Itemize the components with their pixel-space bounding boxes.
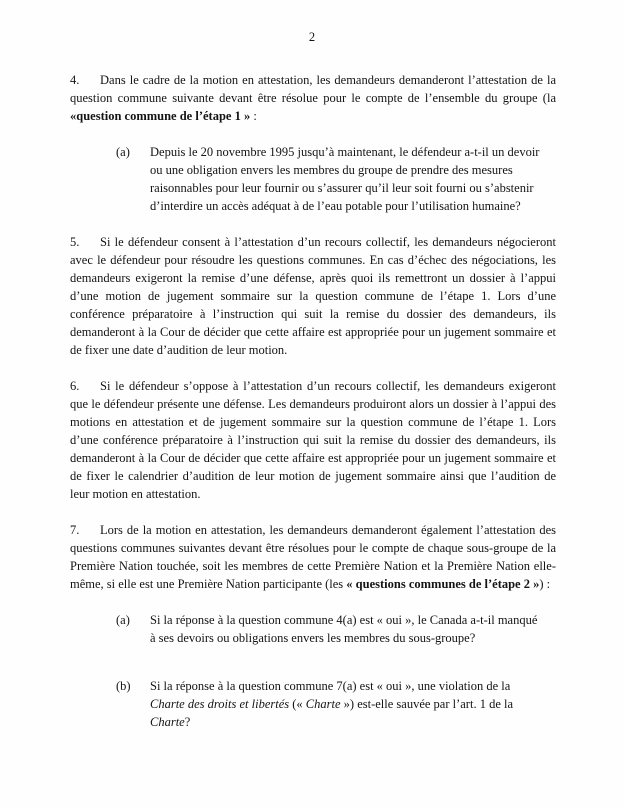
subitem-7b-text-4: ? — [184, 715, 191, 729]
subitem-7b-italic-charte-short: Charte — [305, 697, 341, 711]
subitem-4a-label: (a) — [116, 145, 130, 159]
subitem-7a — [116, 611, 556, 647]
subitem-7b-italic-charte-final: Charte — [150, 715, 185, 729]
paragraph-5 — [70, 233, 556, 359]
paragraph-7-bold-term: « questions communes de l’étape 2 » — [346, 577, 540, 591]
paragraph-4 — [70, 71, 556, 125]
subitem-7b-text-1: Si la réponse à la question commune 7(a) est « oui », une violation de la — [150, 679, 511, 693]
paragraph-5-number: 5. — [70, 235, 80, 249]
paragraph-7 — [70, 521, 556, 593]
paragraph-7-text-end: ) : — [539, 577, 551, 591]
paragraph-6-text: Si le défendeur s’oppose à l’attestation d’un recours collectif, les demandeurs exigeront que le défendeur présente une défense. Les demandeurs produiront alors un dossier à l’appui des motions en attestation et de jugement sommaire sur la question commune de l’étape 1. Lors d’une conférence préparatoire à l’instruction qui suit la remise du dossier des demandeurs, ils demanderont à la Cour de décider que cette affaire est appropriée pour un jugement sommaire et de fixer le calendrier d’audition de leur motion de jugement sommaire ainsi que l’audition de leur motion en attestation. — [70, 379, 556, 501]
paragraph-5-text: Si le défendeur consent à l’attestation d’un recours collectif, les demandeurs négocieront avec le défendeur pour résoudre les questions communes. En cas d’échec des négociations, les demandeurs exigeront la remise d’une défense, après quoi ils remettront un dossier à l’appui d’une motion de jugement sommaire sur la question commune de l’étape 1. Lors d’une conférence préparatoire à l’instruction qui suit la remise du dossier des demandeurs, ils demanderont à la Cour de décider que cette affaire est appropriée pour un jugement sommaire et de fixer une date d’audition de leur motion. — [70, 235, 556, 357]
paragraph-7-text: Lors de la motion en attestation, les demandeurs demanderont également l’attestation des questions communes suivantes devant être résolues pour le compte de chaque sous-groupe de la Première Nation touchée, soit les membres de cette Première Nation et la Première Nation elle-même, si elle est une Première Nation participante (les — [70, 523, 556, 591]
paragraph-6 — [70, 377, 556, 503]
subitem-7b-text — [150, 677, 544, 731]
paragraph-4-text: Dans le cadre de la motion en attestation, les demandeurs demanderont l’attestation de la question commune suivante devant être résolue pour le compte de l’ensemble du groupe (la — [70, 73, 556, 105]
document-body — [0, 46, 624, 731]
paragraph-4-bold-term: «question commune de l’étape 1 » — [70, 109, 251, 123]
subitem-7a-label: (a) — [116, 613, 130, 627]
subitem-4a — [116, 143, 556, 215]
paragraph-6-number: 6. — [70, 379, 80, 393]
subitem-4a-text: Depuis le 20 novembre 1995 jusqu’à maintenant, le défendeur a-t-il un devoir ou une obligation envers les membres du groupe de prendre des mesures raisonnables pour leur fournir ou s’assurer qu’il leur soit fourni ou s’abstenir d’interdire un accès adéquat à de l’eau potable pour l’utilisation humaine? — [150, 145, 540, 213]
subitem-7b — [116, 677, 556, 731]
paragraph-4-number: 4. — [70, 73, 80, 87]
subitem-7a-text: Si la réponse à la question commune 4(a) est « oui », le Canada a-t-il manqué à ses devoirs ou obligations envers les membres du sous-groupe? — [150, 613, 538, 645]
subitem-7b-italic-charte-title: Charte des droits et libertés — [150, 697, 290, 711]
subitem-7b-label: (b) — [116, 679, 131, 693]
subitem-7b-text-3: ») est-elle sauvée par l’art. 1 de la — [340, 697, 514, 711]
page-number: 2 — [308, 30, 316, 44]
paragraph-7-number: 7. — [70, 523, 80, 537]
subitem-7b-text-2: (« — [289, 697, 306, 711]
paragraph-4-text-end: : — [250, 109, 257, 123]
